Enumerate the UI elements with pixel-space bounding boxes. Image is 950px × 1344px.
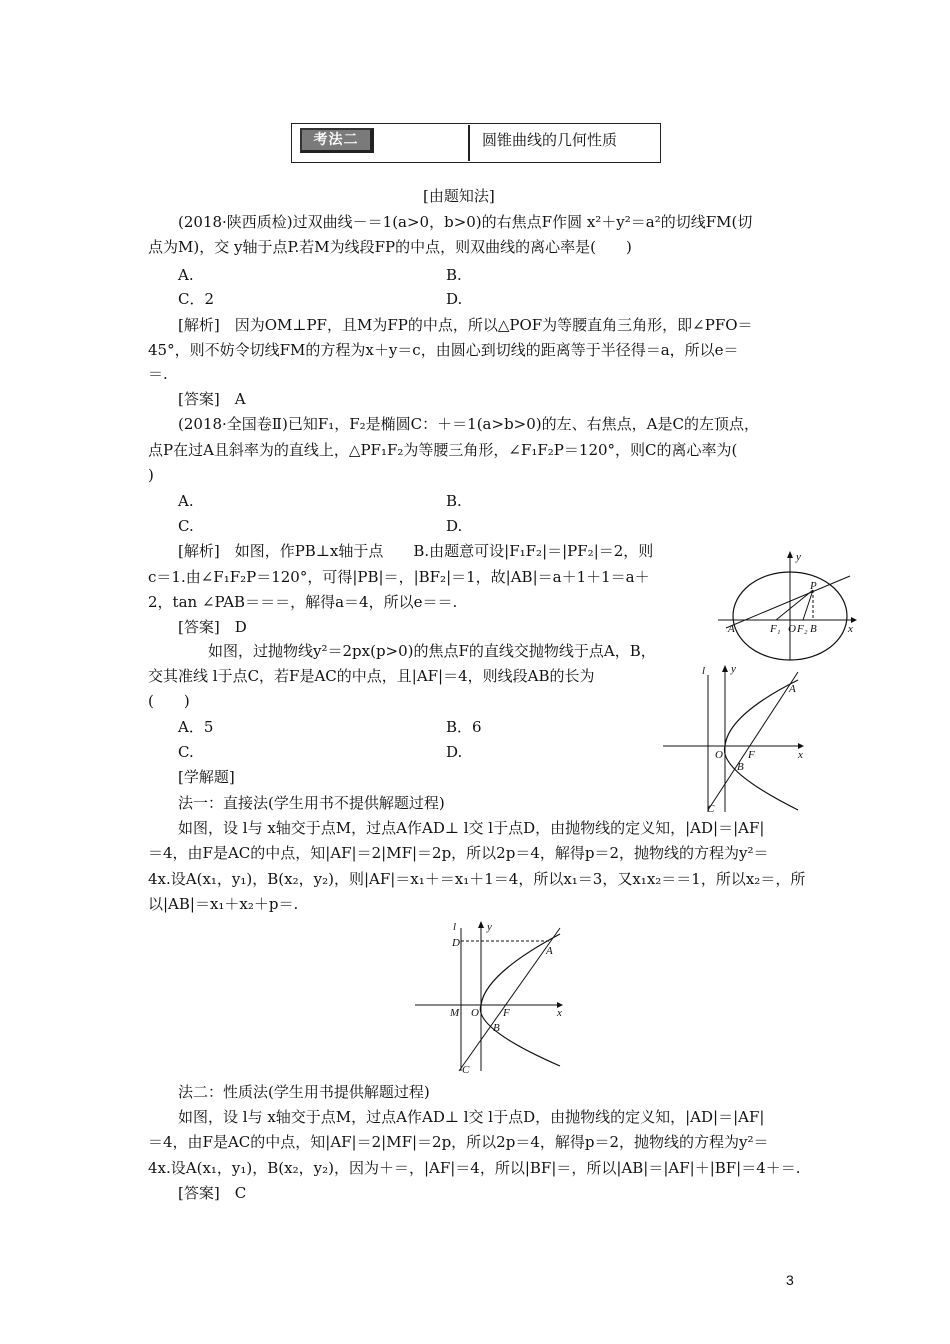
parabola1-B-label: B: [737, 761, 744, 773]
method2-line2: ＝4，由F是AC的中点，知|AF|＝2|MF|＝2p，所以2p＝4，解得p＝2，抛物线的方程为y²＝: [148, 1133, 769, 1151]
problem1-analysis-3: ＝.: [148, 365, 168, 383]
parabola2-l-label: l: [453, 921, 457, 933]
problem2-line1: (2018·全国卷Ⅱ)已知F₁，F₂是椭圆C：＋＝1(a>b>0)的左、右焦点，A是C的左顶点，: [178, 415, 759, 433]
method1-line1: 如图，设 l与 x轴交于点M，过点A作AD⊥ l交 l于点D，由抛物线的定义知，|AD|＝|AF|: [178, 819, 765, 837]
parabola1-C-label: C: [707, 803, 715, 815]
problem1-option-b: B.: [446, 266, 462, 284]
learn-title: [学解题]: [178, 768, 235, 786]
problem1-analysis-1: [解析] 因为OM⊥PF，且M为FP的中点，所以△POF为等腰直角三角形，即∠PFO＝: [178, 316, 753, 334]
problem2-analysis-3: 2，tan ∠PAB＝＝＝，解得a＝4，所以e＝＝.: [148, 593, 458, 611]
ellipse-y-label: y: [796, 551, 801, 563]
problem3-line2: 交其准线 l于点C，若F是AC的中点，且|AF|＝4，则线段AB的长为: [148, 667, 595, 685]
method2-title: 法二：性质法(学生用书提供解题过程): [178, 1083, 430, 1101]
parabola1-A-label: A: [789, 683, 796, 695]
parabola1-x-label: x: [798, 749, 803, 761]
subsection-title: [由题知法]: [423, 187, 495, 205]
ellipse-P-label: P: [810, 580, 817, 592]
method-tag: 考法二: [300, 128, 374, 153]
problem3-option-d: D.: [446, 743, 463, 761]
method2-line1: 如图，设 l与 x轴交于点M，过点A作AD⊥ l交 l于点D，由抛物线的定义知，|AD|＝|AF|: [178, 1108, 765, 1126]
section-title: 圆锥曲线的几何性质: [482, 131, 618, 149]
header-divider: [468, 125, 470, 161]
parabola2-D-label: D: [452, 937, 460, 949]
problem1-answer: [答案] A: [178, 390, 246, 408]
method1-line2: ＝4，由F是AC的中点，知|AF|＝2|MF|＝2p，所以2p＝4，解得p＝2，抛物线的方程为y²＝: [148, 844, 769, 862]
parabola2-M-label: M: [450, 1007, 460, 1019]
problem1-option-c: C．2: [178, 290, 215, 308]
page-number: 3: [786, 1272, 794, 1288]
parabola1-O-label: O: [715, 749, 723, 761]
problem1-option-a: A.: [178, 266, 194, 284]
problem2-option-c: C.: [178, 517, 194, 535]
problem3-answer: [答案] C: [178, 1184, 247, 1202]
problem2-analysis-1: [解析] 如图，作PB⊥x轴于点 B.由题意可设|F₁F₂|＝|PF₂|＝2，则: [178, 542, 654, 560]
parabola1-F-label: F: [748, 749, 755, 761]
problem2-option-d: D.: [446, 517, 463, 535]
problem1-line2: 点为M)，交 y轴于点P.若M为线段FP的中点，则双曲线的离心率是( ): [148, 238, 632, 256]
parabola2-F-label: F: [503, 1007, 510, 1019]
problem2-analysis-2: c＝1.由∠F₁F₂P＝120°，可得|PB|＝，|BF₂|＝1，故|AB|＝a＋1＋1＝a＋: [148, 568, 650, 586]
problem2-line3: ): [148, 466, 154, 484]
problem2-option-b: B.: [446, 492, 462, 510]
method1-line3: 4x.设A(x₁，y₁)，B(x₂，y₂)，则|AF|＝x₁＋＝x₁＋1＝4，所以x₁＝3，又x₁x₂＝＝1，所以x₂＝，所: [148, 870, 806, 888]
problem3-line3: ( ): [148, 692, 190, 710]
problem3-line1: 如图，过抛物线y²＝2px(p>0)的焦点F的直线交抛物线于点A，B，: [208, 642, 656, 660]
method1-line4: 以|AB|＝x₁＋x₂＋p＝.: [148, 895, 299, 913]
ellipse-F2-label: F₂: [797, 623, 808, 635]
parabola-figure-2: [415, 916, 567, 1074]
parabola-figure-1: [658, 660, 808, 815]
parabola2-B-label: B: [493, 1022, 500, 1034]
ellipse-A-label: A: [728, 623, 735, 635]
problem1-analysis-2: 45°，则不妨令切线FM的方程为x＋y＝c，由圆心到切线的距离等于半径得＝a，所以e＝: [148, 341, 739, 359]
ellipse-B-label: B: [810, 623, 817, 635]
method2-line3: 4x.设A(x₁，y₁)，B(x₂，y₂)，因为＋＝，|AF|＝4，所以|BF|＝，所以|AB|＝|AF|＋|BF|＝4＋＝.: [148, 1159, 801, 1177]
problem1-option-d: D.: [446, 290, 463, 308]
parabola1-l-label: l: [702, 665, 706, 677]
ellipse-x-label: x: [848, 623, 853, 635]
parabola2-y-label: y: [487, 921, 492, 933]
problem2-line2: 点P在过A且斜率为的直线上，△PF₁F₂为等腰三角形，∠F₁F₂P＝120°，则C的离心率为(: [148, 441, 738, 459]
parabola2-A-label: A: [546, 945, 553, 957]
ellipse-F1-label: F₁: [770, 623, 781, 635]
problem3-option-b: B．6: [446, 718, 482, 736]
parabola2-O-label: O: [471, 1007, 479, 1019]
parabola1-y-label: y: [731, 663, 736, 675]
problem3-option-a: A．5: [178, 718, 214, 736]
problem2-answer: [答案] D: [178, 618, 247, 636]
problem2-option-a: A.: [178, 492, 194, 510]
method1-title: 法一：直接法(学生用书不提供解题过程): [178, 794, 445, 812]
ellipse-O-label: O: [788, 623, 796, 635]
problem1-line1: (2018·陕西质检)过双曲线－＝1(a>0，b>0)的右焦点F作圆 x²＋y²＝a²的切线FM(切: [178, 213, 753, 231]
parabola2-C-label: C: [462, 1064, 470, 1074]
problem3-option-c: C.: [178, 743, 194, 761]
ellipse-figure: [718, 548, 858, 663]
parabola2-x-label: x: [557, 1007, 562, 1019]
